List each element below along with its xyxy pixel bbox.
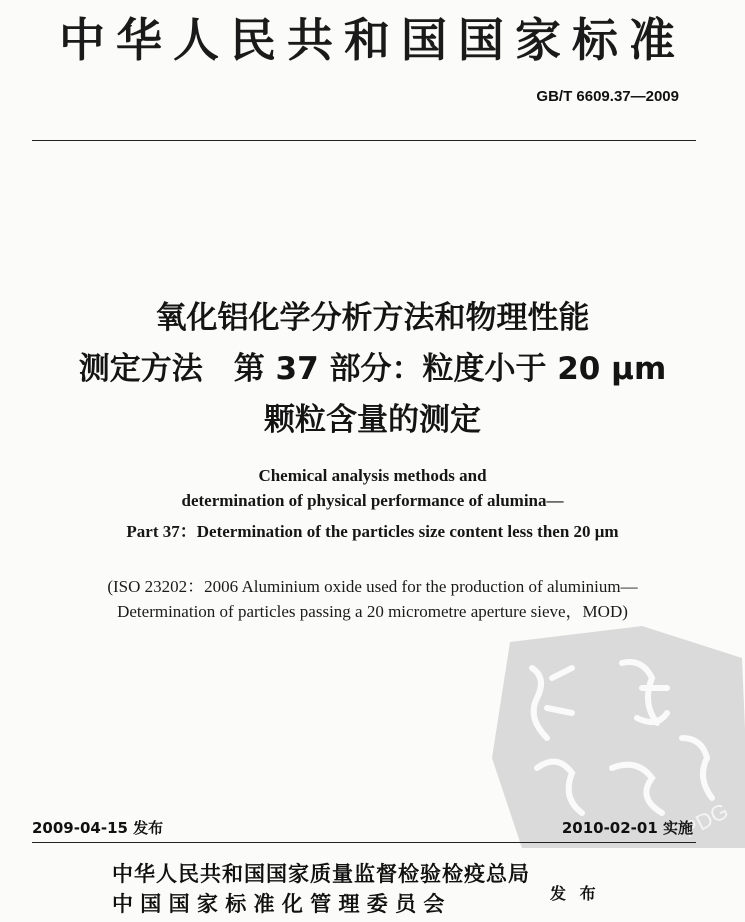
title-en-line3: Part 37：Determination of the particles size content less then 20 μm xyxy=(126,522,619,541)
issue-label: 发 布 xyxy=(550,884,600,903)
title-en-line1: Chemical analysis methods and xyxy=(258,466,487,485)
issuer-sac: 中 国 国 家 标 准 化 管 理 委 员 会 xyxy=(112,891,445,916)
implement-date: 2010-02-01 实施 xyxy=(561,819,693,837)
watermark-seal xyxy=(492,618,745,848)
watermark-text: PDG xyxy=(678,797,733,843)
title-cn-line1: 氧化铝化学分析方法和物理性能 xyxy=(155,300,590,336)
issuer-aqsiq: 中华人民共和国国家质量监督检验检疫总局 xyxy=(112,861,530,886)
standard-code: GB/T 6609.37—2009 xyxy=(536,88,679,105)
title-cn-line3: 颗粒含量的测定 xyxy=(264,402,481,438)
iso-reference-line1: (ISO 23202：2006 Aluminium oxide used for the production of aluminium— xyxy=(107,577,638,596)
bottom-divider xyxy=(32,842,696,843)
title-en-line2: determination of physical performance of alumina— xyxy=(181,491,564,510)
title-cn-line2: 测定方法 第 37 部分：粒度小于 20 μm xyxy=(78,351,667,387)
standard-header-title: 中华人民共和国国家标准 xyxy=(59,13,686,67)
iso-reference-line2: Determination of particles passing a 20 micrometre aperture sieve，MOD) xyxy=(117,602,628,621)
issue-date: 2009-04-15 发布 xyxy=(32,819,164,837)
top-divider xyxy=(32,140,696,141)
